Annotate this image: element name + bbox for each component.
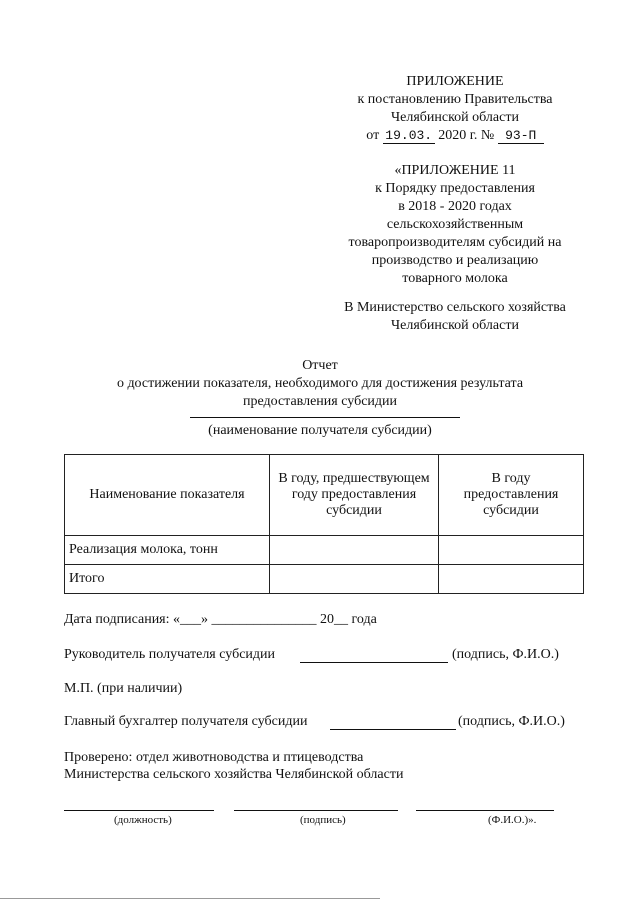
table-cell [439,565,584,594]
name-line [416,810,554,811]
appendix-block [290,162,620,288]
table-cell [270,565,439,594]
recipient-name-line [190,417,460,418]
header-line: Челябинской области [391,110,519,125]
table-row [65,565,584,594]
head-label: Руководитель получателя субсидии [64,647,276,662]
addressee-block [290,299,620,335]
title-line: Отчет [302,358,338,373]
table-cell: Реализация молока, тонн [65,536,270,565]
accountant-label: Главный бухгалтер получателя субсидии [64,714,308,729]
date-value: 19.03. [383,129,435,144]
resolution-number: 93-П [498,129,544,144]
appendix-line: к Порядку предоставления [375,181,535,196]
appendix-line: производство и реализацию [371,253,539,268]
title-line: предоставления субсидии [242,394,398,409]
resolution-header [290,73,620,145]
column-header: В году предоставления субсидии [439,455,584,536]
signature-line [234,810,398,811]
head-sign-caption: (подпись, Ф.И.О.) [452,647,559,662]
appendix-line: в 2018 - 2020 годах [398,199,512,214]
checked-line: Министерства сельского хозяйства Челябинской области [64,767,404,782]
date-year: 2020 г. № [438,128,495,143]
appendix-line: сельскохозяйственным [386,217,524,232]
indicator-table [64,454,584,594]
header-date-line [290,127,620,145]
checked-line: Проверено: отдел животноводства и птицеводства [64,750,364,765]
scan-edge-line [0,898,380,899]
position-line [64,810,214,811]
table-cell: Итого [65,565,270,594]
appendix-line: «ПРИЛОЖЕНИЕ 11 [394,163,516,178]
column-header: Наименование показателя [65,455,270,536]
signature-caption: (подпись) [300,814,346,826]
table-row [65,536,584,565]
title-line: о достижении показателя, необходимого для достижения результата [116,376,524,391]
position-caption: (должность) [114,814,172,826]
report-title [60,357,580,411]
table-cell [439,536,584,565]
signing-date: Дата подписания: «___» _______________ 20__ года [64,612,377,627]
table-cell [270,536,439,565]
appendix-line: товарного молока [402,271,508,286]
appendix-line: товаропроизводителям субсидий на [348,235,562,250]
stamp-note: М.П. (при наличии) [64,681,183,696]
head-signature-line [300,662,448,663]
accountant-signature-line [330,729,456,730]
header-line: к постановлению Правительства [357,92,553,107]
addressee-line: Челябинской области [391,318,519,333]
recipient-caption: (наименование получателя субсидии) [208,423,432,438]
column-header: В году, предшествующем году предоставления субсидии [270,455,439,536]
accountant-sign-caption: (подпись, Ф.И.О.) [458,714,565,729]
table-header-row [65,455,584,536]
date-prefix: от [366,128,380,143]
addressee-line: В Министерство сельского хозяйства [344,300,566,315]
header-title: ПРИЛОЖЕНИЕ [406,74,504,89]
name-caption: (Ф.И.О.)». [488,814,537,826]
